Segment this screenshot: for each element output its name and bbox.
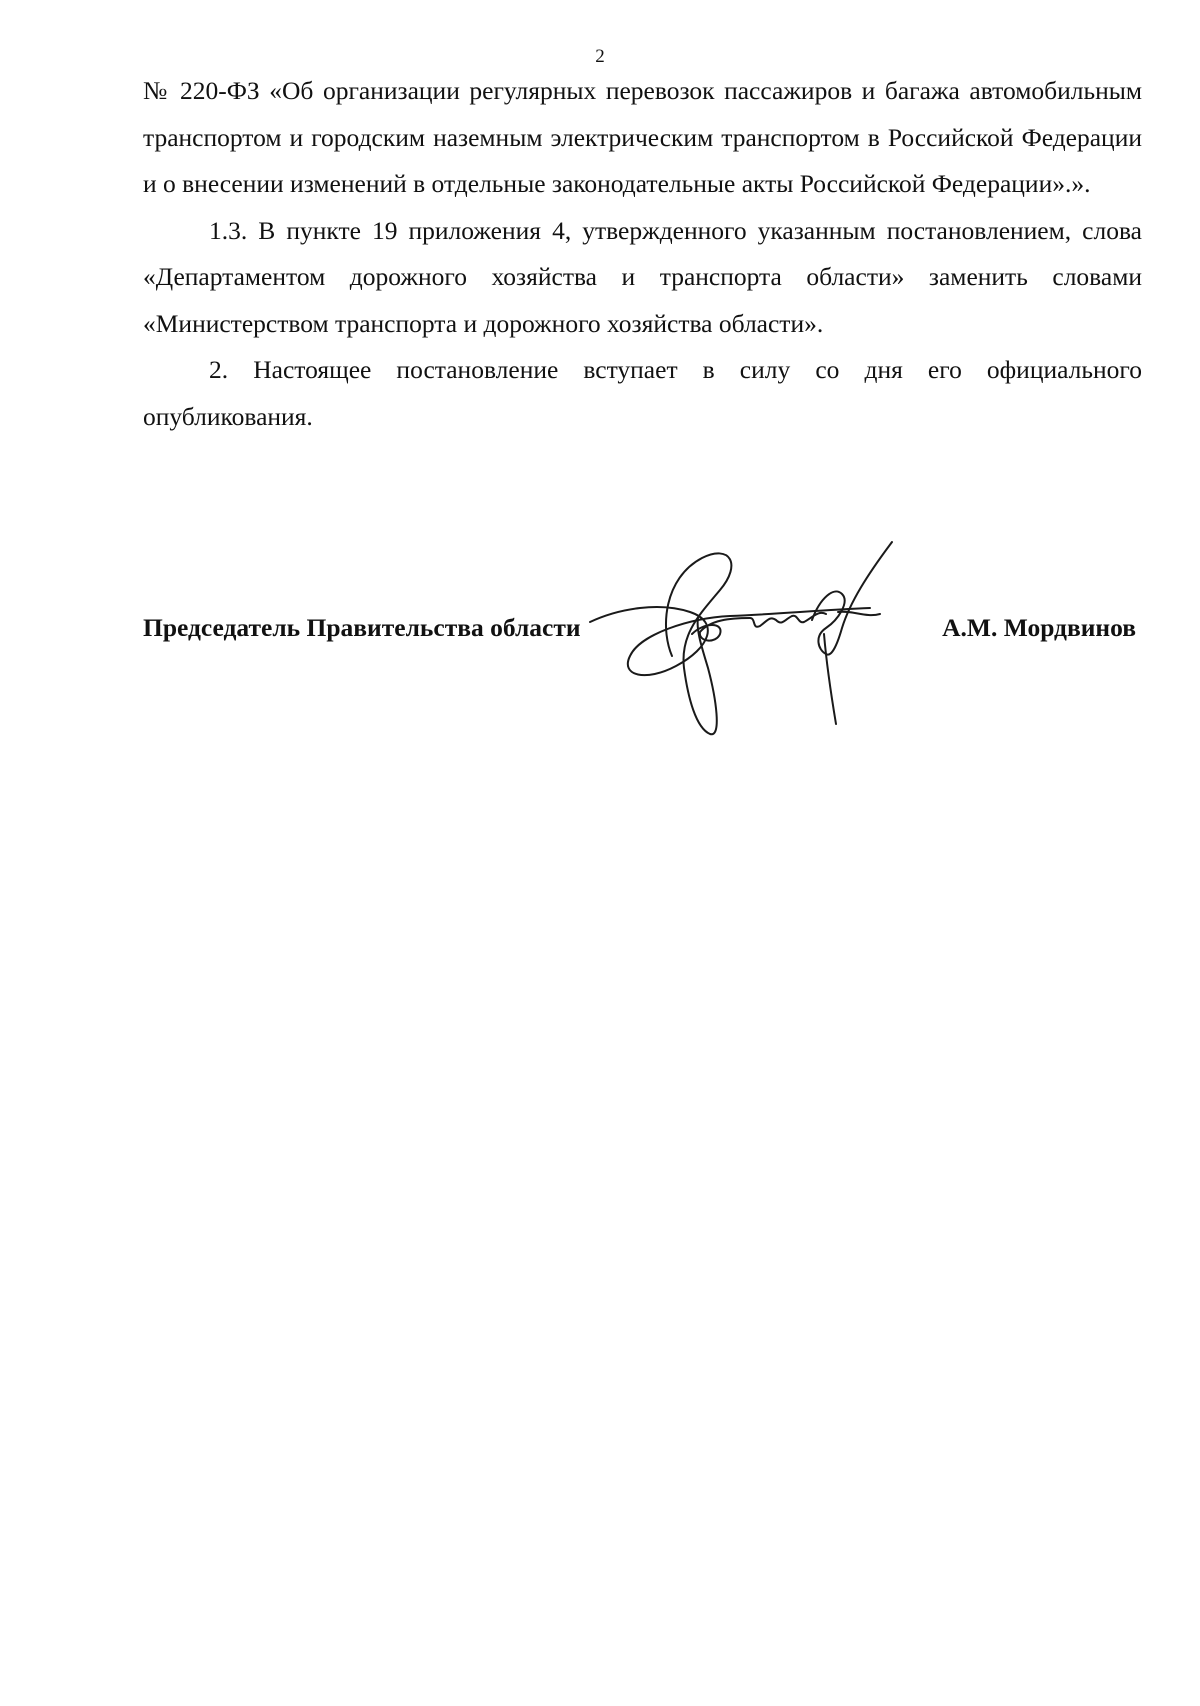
signatory-position: Председатель Правительства области: [143, 613, 581, 642]
signature-stroke-tail: [838, 612, 880, 615]
paragraph-item-1-3: 1.3. В пункте 19 приложения 4, утвержденного указанным постановлением, слова «Департаментом дорожного хозяйства и транспорта области» заменить словами «Министерством транспорта и дорожного хозяйства области».: [143, 215, 1142, 338]
signatory-name: А.М. Мордвинов: [942, 613, 1136, 642]
signature-stroke-loop: [666, 553, 731, 734]
paragraph-continuation: № 220-ФЗ «Об организации регулярных перевозок пассажиров и багажа автомобильным транспортом и городским наземным электрическим транспортом в Российской Федерации и о внесении изменений в отдельные законодательные акты Российской Федерации».».: [143, 76, 1142, 198]
paragraph-item-2: 2. Настоящее постановление вступает в силу со дня его официального опубликования.: [143, 355, 1142, 431]
handwritten-signature: [580, 538, 940, 738]
document-body: [143, 68, 1142, 440]
page-number: 2: [595, 46, 605, 67]
